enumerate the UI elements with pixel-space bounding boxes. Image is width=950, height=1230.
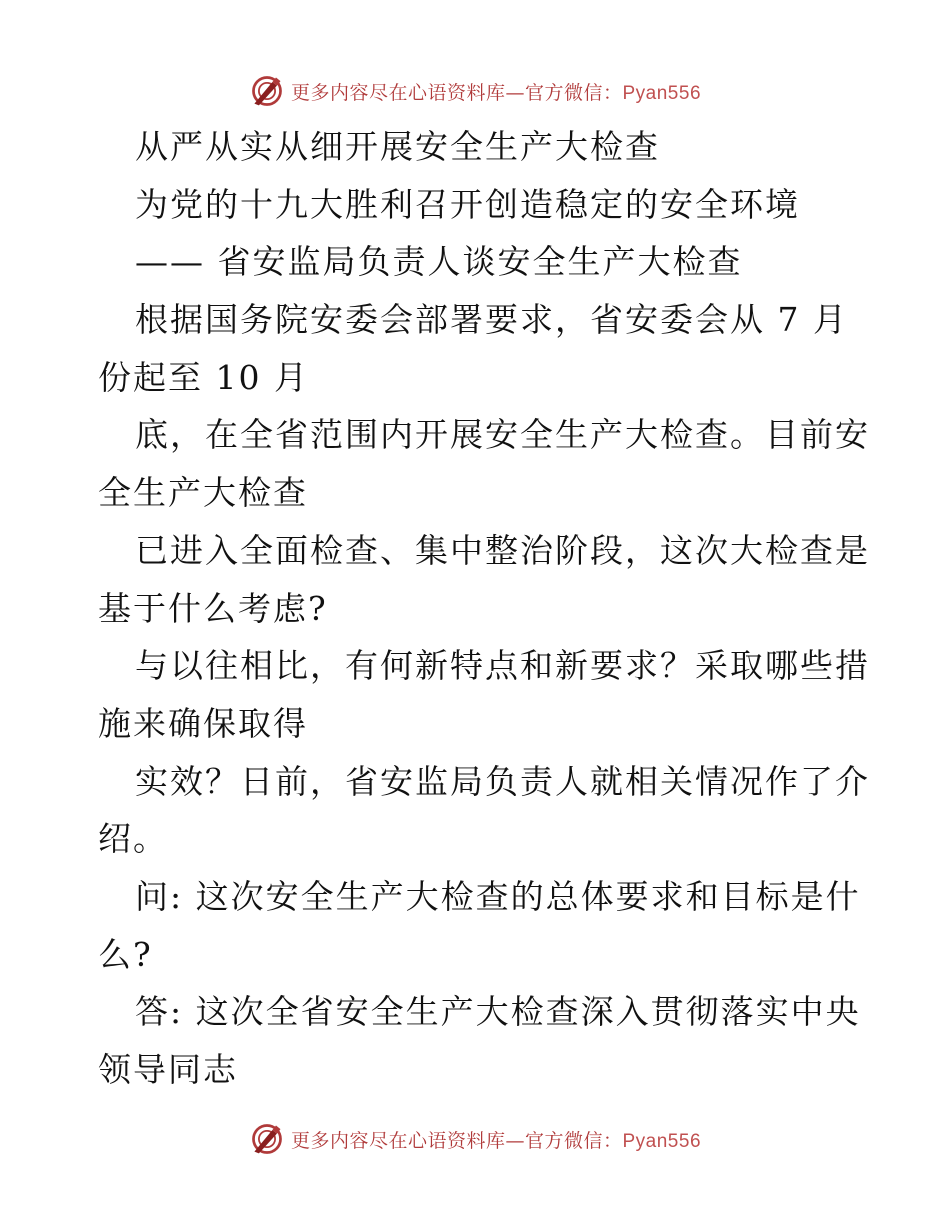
question-line: 么? [98, 934, 153, 974]
doc-title-line-1: 从严从实从细开展安全生产大检查 [135, 127, 660, 166]
paragraph-line: 份起至 10 月 [98, 357, 309, 397]
paragraph-line: 施来确保取得 [98, 703, 308, 743]
watermark-text: 更多内容尽在心语资料库—官方微信：Pyan556 [290, 1129, 702, 1152]
paragraph-line: 绍。 [98, 819, 168, 859]
question-line: 问: 这次安全生产大检查的总体要求和目标是什 [135, 876, 861, 916]
pen-circle-logo-icon [249, 1121, 285, 1157]
answer-line: 答: 这次全省安全生产大检查深入贯彻落实中央 [135, 992, 861, 1032]
paragraph-line: 已进入全面检查、集中整治阶段，这次大检查是 [135, 530, 870, 570]
doc-title-line-2: 为党的十九大胜利召开创造稳定的安全环境 [135, 184, 800, 224]
answer-line: 领导同志 [98, 1050, 238, 1089]
paragraph-line: 底，在全省范围内开展安全生产大检查。目前安 [135, 415, 870, 455]
doc-subtitle-line: —— 省安监局负责人谈安全生产大检查 [135, 242, 743, 282]
pen-circle-logo-icon [249, 73, 285, 109]
document-body [98, 118, 870, 1099]
paragraph-line: 基于什么考虑? [98, 588, 328, 628]
paragraph-line: 实效？日前，省安监局负责人就相关情况作了介 [135, 761, 870, 801]
header-watermark [0, 71, 950, 111]
paragraph-line: 与以往相比，有何新特点和新要求？采取哪些措 [135, 646, 870, 686]
paragraph-line: 全生产大检查 [98, 473, 308, 513]
footer-watermark [0, 1119, 950, 1159]
paragraph-line: 根据国务院安委会部署要求，省安委会从 7 月 [135, 300, 848, 340]
watermark-text: 更多内容尽在心语资料库—官方微信：Pyan556 [290, 81, 702, 104]
